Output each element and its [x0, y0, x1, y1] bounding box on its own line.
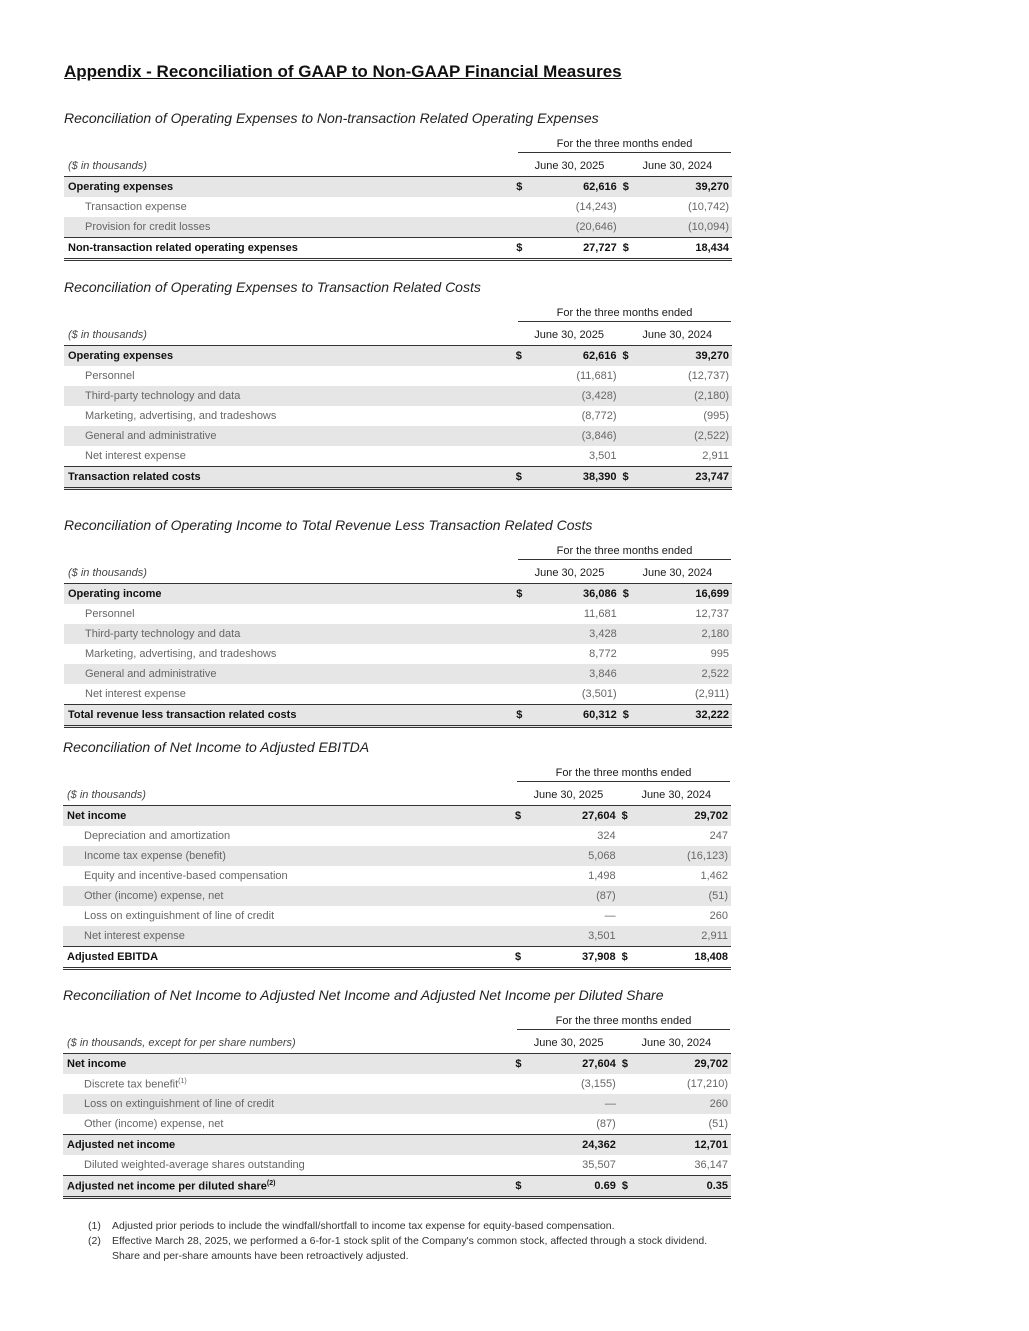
period-header: For the three months ended — [517, 1015, 730, 1030]
dollar-sign: $ — [622, 467, 641, 489]
row-label: Loss on extinguishment of line of credit — [84, 910, 275, 922]
section-title: Reconciliation of Operating Expenses to Non-transaction Related Operating Expenses — [64, 110, 599, 126]
value-2025: 35,507 — [582, 1159, 616, 1171]
footnote-ref: (1) — [178, 1077, 187, 1085]
value-2025: 0.69 — [540, 1176, 622, 1198]
dollar-sign: $ — [515, 1176, 540, 1198]
row-label: Operating expenses — [64, 346, 516, 367]
row-label-text: Adjusted net income per diluted share — [67, 1180, 267, 1193]
row-label: Personnel — [85, 370, 135, 382]
value-2024: (16,123) — [641, 846, 731, 866]
value-2024: 32,222 — [642, 705, 732, 727]
col-header-2025: June 30, 2025 — [516, 563, 623, 584]
section-title: Reconciliation of Net Income to Adjusted EBITDA — [63, 739, 370, 755]
value-2025: 37,908 — [540, 947, 622, 969]
table-row — [63, 1054, 731, 1075]
dollar-sign: $ — [516, 238, 541, 260]
value-2024: 39,270 — [642, 346, 732, 367]
dollar-sign: $ — [623, 705, 642, 727]
table-row — [64, 217, 732, 238]
period-header: For the three months ended — [518, 545, 731, 560]
table-row — [64, 446, 732, 467]
row-label: Non-transaction related operating expenses — [64, 238, 516, 260]
col-header-2024: June 30, 2024 — [622, 1033, 731, 1054]
units-label: ($ in thousands) — [63, 785, 515, 806]
dollar-sign: $ — [623, 238, 642, 260]
value-2025: (3,155) — [580, 1078, 616, 1090]
units-label: ($ in thousands) — [64, 563, 516, 584]
value-2024: (12,737) — [688, 370, 729, 382]
value-2024: 12,737 — [695, 608, 729, 620]
dollar-sign: $ — [622, 346, 641, 367]
row-label: Loss on extinguishment of line of credit — [63, 1094, 515, 1114]
value-2025: 27,727 — [541, 238, 623, 260]
row-label: Marketing, advertising, and tradeshows — [85, 648, 277, 660]
col-header-2024: June 30, 2024 — [623, 563, 732, 584]
row-label: General and administrative — [64, 426, 516, 446]
table-row — [64, 624, 732, 644]
dollar-sign: $ — [516, 177, 541, 198]
row-label: General and administrative — [64, 664, 516, 684]
page-title: Appendix - Reconciliation of GAAP to Non-GAAP Financial Measures — [64, 62, 622, 81]
table-row — [64, 177, 732, 198]
row-label: Equity and incentive-based compensation — [84, 870, 288, 882]
value-2025: 62,616 — [541, 177, 623, 198]
table-row — [64, 426, 732, 446]
value-2025: 3,501 — [588, 450, 617, 462]
dollar-sign: $ — [622, 1176, 641, 1198]
col-header-2024: June 30, 2024 — [623, 156, 732, 177]
units-label: ($ in thousands, except for per share numbers) — [63, 1033, 515, 1054]
section-title: Reconciliation of Net Income to Adjusted Net Income and Adjusted Net Income per Diluted Share — [63, 987, 664, 1003]
value-2024: 29,702 — [641, 806, 731, 827]
value-2025: 3,428 — [541, 624, 623, 644]
row-label: Transaction expense — [85, 201, 187, 213]
dollar-sign: $ — [516, 467, 541, 489]
dollar-sign: $ — [516, 705, 541, 727]
section-title: Reconciliation of Operating Income to Total Revenue Less Transaction Related Costs — [64, 517, 593, 533]
value-2025: 8,772 — [589, 648, 617, 660]
table-row — [63, 1114, 731, 1135]
footnote — [88, 1219, 728, 1234]
col-header-2024: June 30, 2024 — [622, 325, 732, 346]
row-label — [63, 1176, 515, 1198]
row-label: Adjusted EBITDA — [63, 947, 515, 969]
row-label: Adjusted net income — [63, 1135, 515, 1156]
table-row — [64, 366, 732, 386]
value-2025: 5,068 — [540, 846, 622, 866]
col-header-2025: June 30, 2025 — [515, 1033, 621, 1054]
period-header: For the three months ended — [518, 138, 731, 153]
value-2024: 18,408 — [641, 947, 731, 969]
table-row-total — [64, 467, 732, 489]
value-2025: (87) — [540, 886, 622, 906]
table-row — [64, 604, 732, 624]
value-2024: (2,911) — [694, 688, 729, 700]
value-2025: (87) — [596, 1118, 616, 1130]
value-2025: 24,362 — [540, 1135, 622, 1156]
section-adjusted-net-income — [63, 987, 733, 1193]
value-2025: (11,681) — [576, 370, 617, 382]
value-2024: 36,147 — [694, 1159, 728, 1171]
value-2025: (20,646) — [541, 217, 623, 238]
value-2025: (14,243) — [575, 201, 617, 213]
table-row — [63, 1094, 731, 1114]
units-label: ($ in thousands) — [64, 156, 516, 177]
row-label: Net interest expense — [63, 926, 515, 947]
table-row — [63, 826, 731, 846]
table-row-total — [63, 947, 731, 969]
table-row-total — [63, 1176, 731, 1198]
table-row — [63, 806, 731, 827]
value-2025: — — [604, 910, 616, 922]
table-row — [64, 386, 732, 406]
value-2025: 27,604 — [540, 806, 622, 827]
reconciliation-table — [63, 1033, 731, 1199]
period-header: For the three months ended — [518, 307, 731, 322]
table-row — [63, 886, 731, 906]
value-2025: 3,846 — [541, 664, 623, 684]
dollar-sign: $ — [623, 584, 642, 605]
value-2024: 2,911 — [702, 450, 729, 462]
col-header-2025: June 30, 2025 — [515, 785, 622, 806]
value-2024: (2,522) — [642, 426, 732, 446]
value-2025: (3,846) — [541, 426, 623, 446]
row-label: Other (income) expense, net — [84, 1118, 224, 1130]
table-row — [64, 584, 732, 605]
value-2025: 1,498 — [588, 870, 616, 882]
footnote-text: Effective March 28, 2025, we performed a 6-for-1 stock split of the Company's common stock, affected through a stock dividend. Share and per-share amounts have been retroactively adjusted. — [112, 1235, 708, 1262]
reconciliation-table — [64, 156, 732, 261]
row-label: Net interest expense — [85, 688, 186, 700]
reconciliation-table — [64, 325, 732, 490]
table-row — [64, 346, 732, 367]
col-header-2025: June 30, 2025 — [516, 156, 622, 177]
row-label-text: Discrete tax benefit — [84, 1078, 179, 1091]
dollar-sign: $ — [515, 1054, 540, 1075]
value-2024: 29,702 — [641, 1054, 731, 1075]
value-2025: 36,086 — [541, 584, 623, 605]
table-row-total — [64, 238, 732, 260]
footnote — [88, 1234, 728, 1264]
row-label: Depreciation and amortization — [84, 830, 231, 842]
table-row — [63, 1074, 731, 1094]
value-2025: 38,390 — [541, 467, 623, 489]
row-label: Operating income — [64, 584, 516, 605]
reconciliation-table — [63, 785, 731, 970]
value-2024: 16,699 — [642, 584, 732, 605]
value-2025: (8,772) — [581, 410, 617, 422]
table-row — [63, 846, 731, 866]
reconciliation-table — [64, 563, 732, 728]
dollar-sign: $ — [623, 177, 642, 198]
value-2025: 3,501 — [540, 926, 622, 947]
table-row — [63, 906, 731, 926]
dollar-sign: $ — [622, 1054, 641, 1075]
col-header-2025: June 30, 2025 — [516, 325, 623, 346]
value-2024: 23,747 — [642, 467, 732, 489]
dollar-sign: $ — [622, 947, 641, 969]
value-2025: — — [540, 1094, 622, 1114]
value-2025: 11,681 — [583, 608, 617, 620]
dollar-sign: $ — [622, 806, 641, 827]
row-label: Third-party technology and data — [64, 624, 516, 644]
table-row — [63, 866, 731, 886]
row-label: Operating expenses — [64, 177, 516, 198]
table-row-total — [64, 705, 732, 727]
footnote-text: Adjusted prior periods to include the windfall/shortfall to income tax expense for equity-based compensation. — [112, 1220, 615, 1232]
row-label: Transaction related costs — [64, 467, 516, 489]
value-2025: 27,604 — [540, 1054, 622, 1075]
value-2024: 0.35 — [641, 1176, 731, 1198]
section-opex-transaction-costs — [64, 279, 734, 483]
row-label: Personnel — [85, 608, 135, 620]
col-header-2024: June 30, 2024 — [622, 785, 731, 806]
value-2024: 247 — [709, 830, 728, 842]
value-2024: 260 — [709, 910, 728, 922]
section-operating-income — [64, 517, 734, 721]
value-2024: (995) — [703, 410, 729, 422]
value-2024: (17,210) — [687, 1078, 728, 1090]
value-2024: 12,701 — [641, 1135, 731, 1156]
row-label: Other (income) expense, net — [63, 886, 515, 906]
footnote-ref: (2) — [266, 1179, 276, 1187]
row-label: Third-party technology and data — [64, 386, 516, 406]
value-2025: 62,616 — [541, 346, 623, 367]
row-label: Provision for credit losses — [64, 217, 516, 238]
dollar-sign: $ — [516, 584, 541, 605]
value-2024: 39,270 — [642, 177, 732, 198]
value-2024: 2,911 — [641, 926, 731, 947]
dollar-sign: $ — [515, 806, 540, 827]
row-label: Total revenue less transaction related costs — [64, 705, 516, 727]
table-row — [63, 1155, 731, 1176]
value-2024: 2,522 — [642, 664, 732, 684]
dollar-sign: $ — [515, 947, 540, 969]
row-label: Net income — [63, 806, 515, 827]
section-title: Reconciliation of Operating Expenses to Transaction Related Costs — [64, 279, 481, 295]
value-2024: 260 — [641, 1094, 731, 1114]
value-2024: 18,434 — [642, 238, 732, 260]
value-2024: (51) — [708, 1118, 728, 1130]
value-2024: 995 — [710, 648, 729, 660]
table-row — [64, 644, 732, 664]
table-row — [64, 406, 732, 426]
value-2024: (10,742) — [688, 201, 729, 213]
value-2024: 1,462 — [700, 870, 728, 882]
value-2025: 324 — [597, 830, 616, 842]
row-label — [63, 1074, 515, 1094]
table-row — [63, 926, 731, 947]
table-row-subtotal — [63, 1135, 731, 1156]
value-2025: (3,501) — [581, 688, 617, 700]
table-row — [64, 684, 732, 705]
table-row — [64, 197, 732, 217]
row-label: Marketing, advertising, and tradeshows — [85, 410, 277, 422]
footnote-number: (1) — [88, 1220, 101, 1232]
value-2025: (3,428) — [541, 386, 623, 406]
row-label: Income tax expense (benefit) — [63, 846, 515, 866]
value-2024: (10,094) — [642, 217, 732, 238]
footnote-number: (2) — [88, 1235, 101, 1247]
dollar-sign: $ — [516, 346, 541, 367]
section-opex-non-transaction — [64, 110, 734, 254]
row-label: Net interest expense — [85, 450, 186, 462]
value-2025: 60,312 — [541, 705, 623, 727]
period-header: For the three months ended — [517, 767, 730, 782]
footnotes — [88, 1219, 728, 1264]
value-2024: (51) — [641, 886, 731, 906]
value-2024: 2,180 — [642, 624, 732, 644]
section-adjusted-ebitda — [63, 739, 733, 963]
value-2024: (2,180) — [642, 386, 732, 406]
units-label: ($ in thousands) — [64, 325, 516, 346]
table-row — [64, 664, 732, 684]
row-label: Net income — [63, 1054, 515, 1075]
row-label: Diluted weighted-average shares outstanding — [84, 1159, 305, 1171]
